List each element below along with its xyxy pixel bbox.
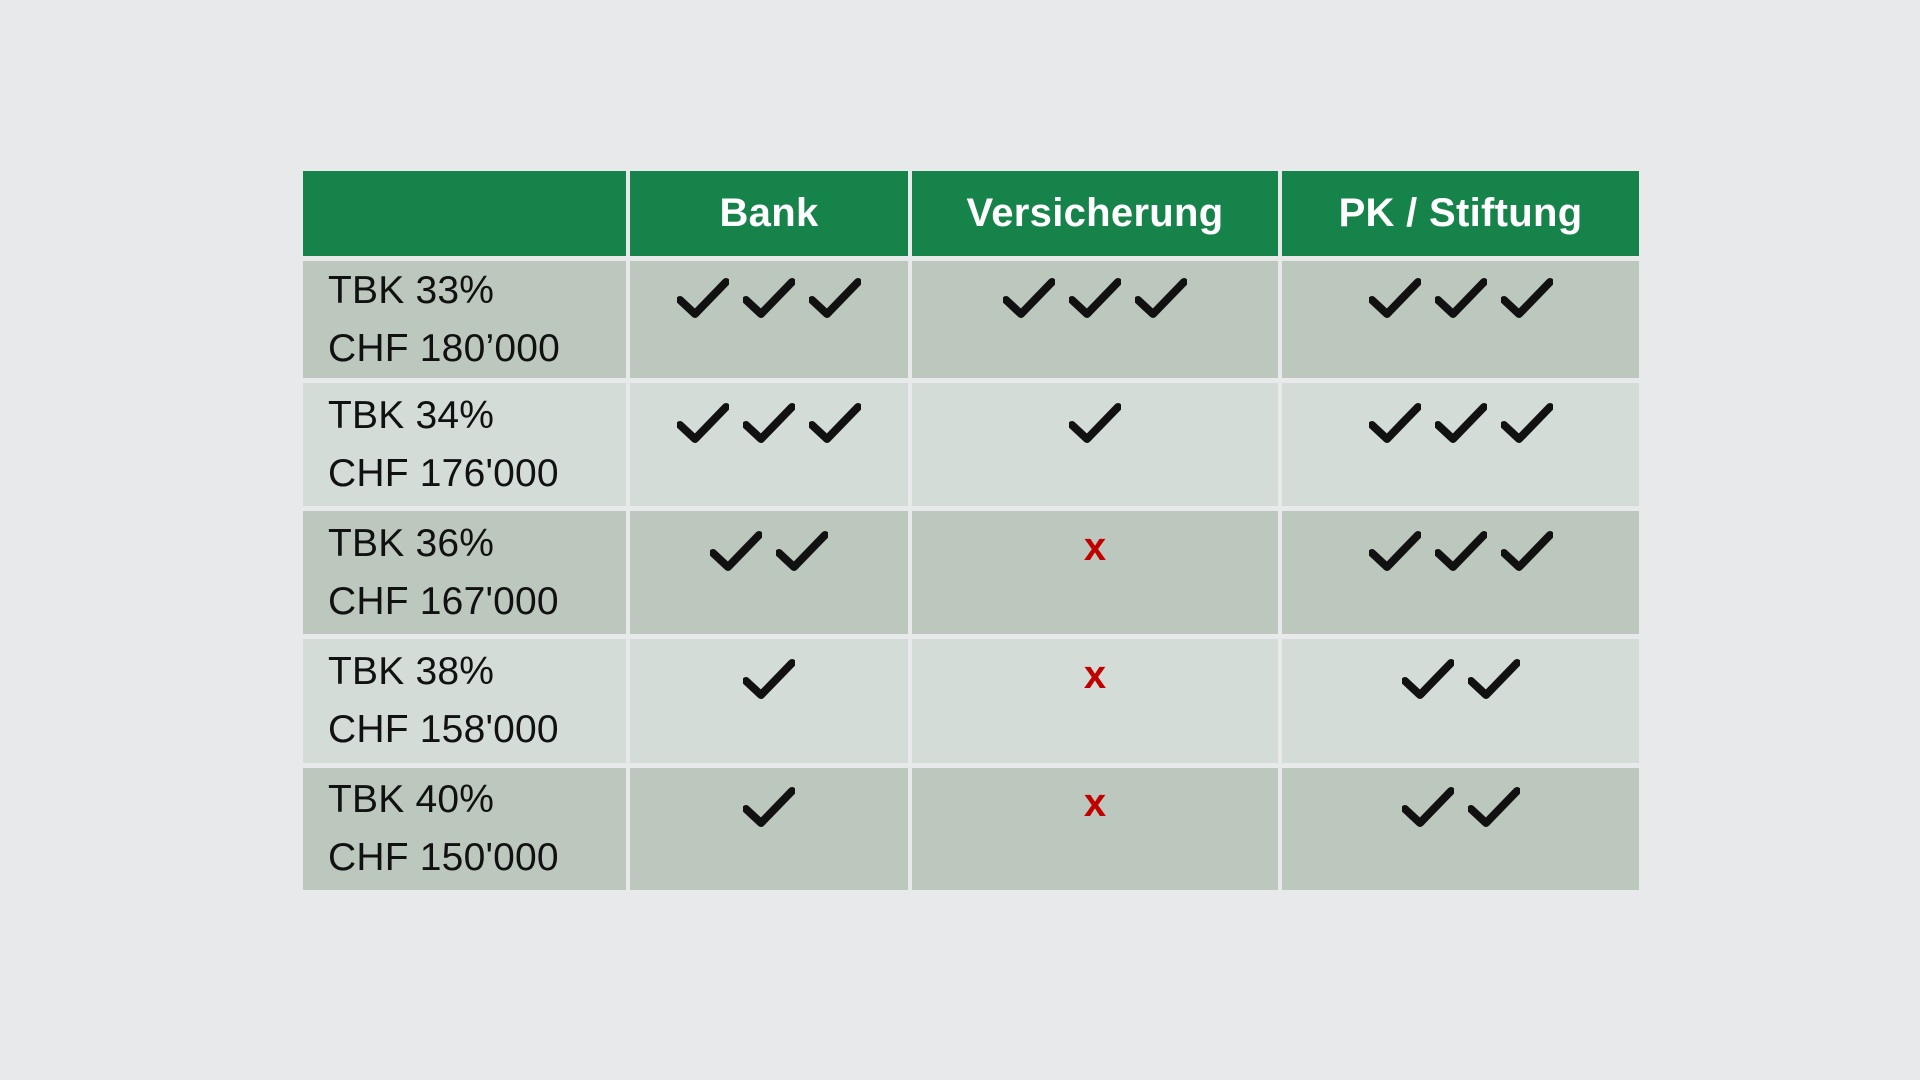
check-icon [1435,278,1487,318]
marks-group [1083,653,1107,699]
row-label-line1: TBK 33% [328,268,495,312]
check-icon [1402,787,1454,827]
check-icon [1435,531,1487,571]
row-label-line1: TBK 38% [328,650,495,693]
row-label-line2: CHF 167'000 [328,579,559,623]
row-label [303,768,626,890]
header-pk-stiftung: PK / Stiftung [1282,171,1639,256]
check-icon [1402,659,1454,699]
check-icon [1435,403,1487,443]
check-icon [1069,403,1121,443]
check-icon [710,531,762,571]
check-icon [1501,278,1553,318]
check-icon [743,278,795,318]
check-icon [1501,531,1553,571]
cell-versicherung [912,261,1278,378]
cross-icon: x [1083,653,1107,697]
check-icon [776,531,828,571]
check-icon [809,403,861,443]
marks-group [677,403,861,443]
row-label-line2: CHF 180’000 [328,326,560,370]
row-label-line1: TBK 36% [328,521,495,565]
check-icon [743,787,795,827]
cell-pk-stiftung [1282,261,1639,378]
row-label-line1: TBK 40% [328,778,495,821]
marks-group [1083,524,1107,571]
check-icon [677,278,729,318]
marks-group [1003,278,1187,318]
row-label-line2: CHF 158'000 [328,708,559,751]
cell-bank [630,639,908,763]
cell-bank [630,261,908,378]
marks-group [710,531,828,571]
row-label-line2: CHF 176'000 [328,451,559,495]
cell-versicherung [912,639,1278,763]
marks-group [677,278,861,318]
cell-pk-stiftung [1282,383,1639,506]
cell-pk-stiftung [1282,639,1639,763]
cross-icon: x [1083,524,1107,569]
check-icon [1003,278,1055,318]
marks-group [1402,787,1520,827]
row-label [303,261,626,378]
marks-group [1369,531,1553,571]
cell-bank [630,511,908,634]
row-label [303,511,626,634]
cell-pk-stiftung [1282,768,1639,890]
header-empty [303,171,626,256]
cell-pk-stiftung [1282,511,1639,634]
marks-group [1369,278,1553,318]
row-label-line1: TBK 34% [328,393,495,437]
marks-group [1069,403,1121,443]
marks-group [1369,403,1553,443]
cell-versicherung [912,768,1278,890]
check-icon [1369,531,1421,571]
check-icon [1135,278,1187,318]
check-icon [743,403,795,443]
cell-versicherung [912,511,1278,634]
check-icon [1369,403,1421,443]
cell-versicherung [912,383,1278,506]
check-icon [1468,787,1520,827]
marks-group [743,787,795,827]
check-icon [1369,278,1421,318]
check-icon [1468,659,1520,699]
row-label [303,383,626,506]
cross-icon: x [1083,781,1107,825]
check-icon [1501,403,1553,443]
header-bank: Bank [630,171,908,256]
check-icon [677,403,729,443]
row-label [303,639,626,763]
marks-group [1402,659,1520,699]
cell-bank [630,383,908,506]
comparison-table [303,171,1635,890]
check-icon [1069,278,1121,318]
cell-bank [630,768,908,890]
check-icon [743,659,795,699]
marks-group [1083,781,1107,827]
header-versicherung: Versicherung [912,171,1278,256]
check-icon [809,278,861,318]
row-label-line2: CHF 150'000 [328,836,559,879]
marks-group [743,659,795,699]
